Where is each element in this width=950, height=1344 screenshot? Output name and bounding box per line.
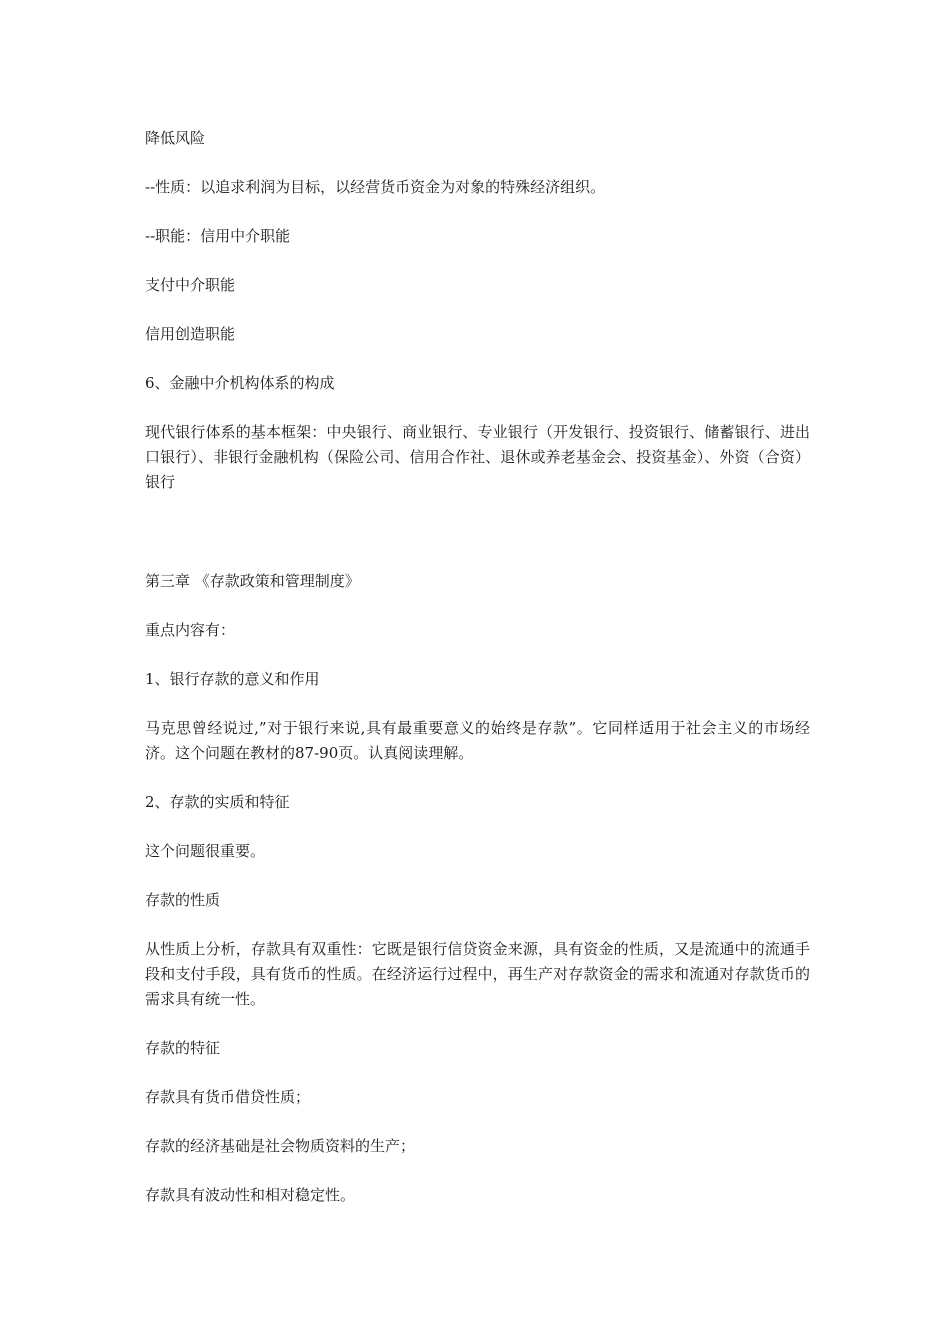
heading-section-2: 2、存款的实质和特征 [145, 793, 290, 811]
paragraph-feature-2: 存款的经济基础是社会物质资料的生产； [145, 1137, 416, 1155]
heading-deposit-features: 存款的特征 [145, 1039, 221, 1057]
heading-section-1: 1、银行存款的意义和作用 [145, 670, 320, 688]
paragraph-functions: --职能：信用中介职能 [145, 227, 291, 245]
paragraph-dual-nature: 从性质上分析，存款具有双重性：它既是银行信贷资金来源，具有资金的性质，又是流通中的流通手段和支付手段，具有货币的性质。在经济运行过程中，再生产对存款资金的需求和流通对存款货币的需求具有统一性。 [145, 940, 810, 1008]
paragraph-payment-function: 支付中介职能 [145, 276, 236, 294]
paragraph-important-note: 这个问题很重要。 [145, 842, 266, 860]
paragraph-marx-quote: 马克思曾经说过,”对于银行来说,具有最重要意义的始终是存款”。它同样适用于社会主义的市场经济。这个问题在教材的87-90页。认真阅读理解。 [145, 719, 810, 762]
heading-deposit-nature: 存款的性质 [145, 891, 221, 909]
paragraph-reduce-risk: 降低风险 [145, 129, 206, 147]
paragraph-feature-3: 存款具有波动性和相对稳定性。 [145, 1186, 356, 1204]
paragraph-nature: --性质：以追求利润为目标，以经营货币资金为对象的特殊经济组织。 [145, 178, 606, 196]
document-body [145, 126, 810, 1232]
paragraph-banking-framework: 现代银行体系的基本框架：中央银行、商业银行、专业银行（开发银行、投资银行、储蓄银行、进出口银行）、非银行金融机构（保险公司、信用合作社、退休或养老基金会、投资基金）、外资（合资）银行 [145, 423, 810, 491]
heading-section-6: 6、金融中介机构体系的构成 [145, 374, 335, 392]
paragraph-key-content: 重点内容有： [145, 621, 236, 639]
paragraph-feature-1: 存款具有货币借贷性质； [145, 1088, 311, 1106]
chapter-title: 第三章 《存款政策和管理制度》 [145, 572, 360, 590]
paragraph-credit-creation: 信用创造职能 [145, 325, 236, 343]
